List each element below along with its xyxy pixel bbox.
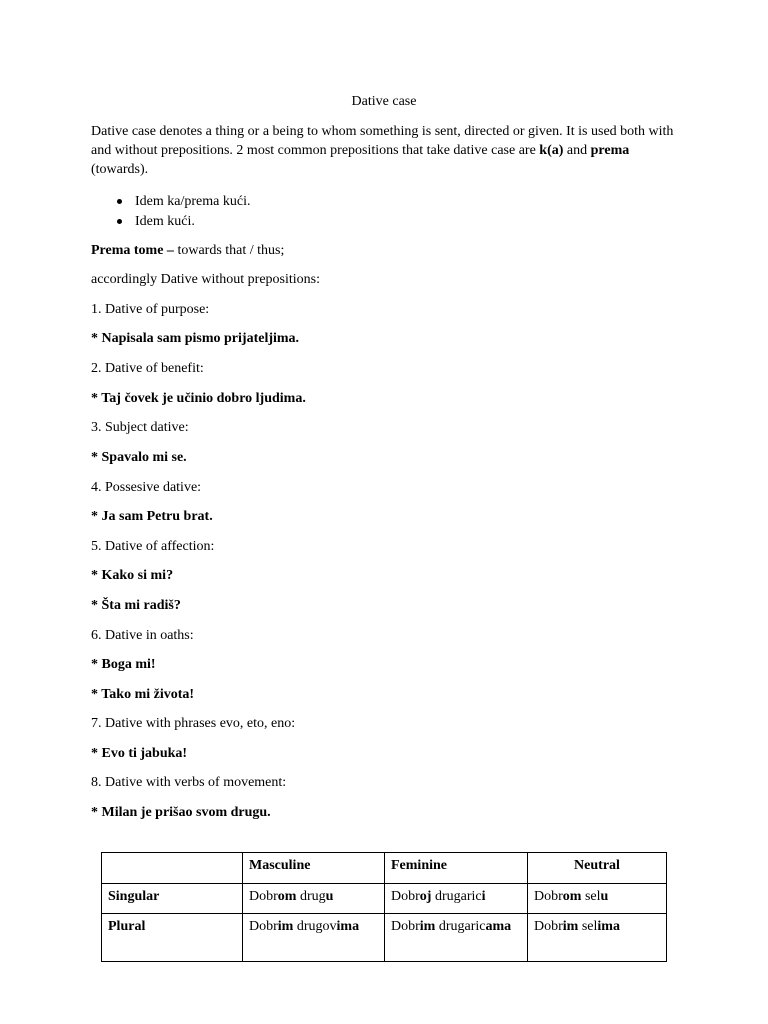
table-cell [385,884,528,914]
item-example [91,597,181,615]
intro-text-1: Dative case denotes a thing or a being to whom something is sent, directed or given. It is used both with and without prepositions. 2 most common prepositions that take dative case are [91,124,674,158]
stem: Dobr [391,919,420,934]
bullet-item: Idem ka/prema kući. [117,192,250,212]
table-cell [528,914,667,962]
header-masculine: Masculine [249,858,311,873]
stem: Dobr [249,889,278,904]
item-example-text: * Spavalo mi se. [91,450,187,465]
bullet-list [117,192,250,232]
table-header-cell [102,853,243,884]
stem: sel [581,889,601,904]
intro-text-3: (towards). [91,162,149,177]
intro-preposition-ka: k(a) [539,143,564,158]
item-heading: 3. Subject dative: [91,420,189,435]
ending: u [325,889,334,904]
item-example [91,656,156,674]
stem: Dobr [391,889,420,904]
item-example [91,567,173,585]
ending: i [481,889,486,904]
stem: Dobr [249,919,278,934]
table-header-cell [385,853,528,884]
ending: ima [597,919,620,934]
row-label: Plural [108,919,146,934]
declension-table [101,852,667,962]
prema-tome-line [91,242,284,260]
item-example-text: * Tako mi života! [91,687,195,702]
table-row [102,884,667,914]
header-feminine: Feminine [391,858,447,873]
ending: om [562,889,582,904]
item-example [91,449,187,467]
item-example-text: * Napisala sam pismo prijateljima. [91,331,300,346]
item-example [91,390,306,408]
table-cell [528,884,667,914]
item-example [91,745,187,763]
bullet-item: Idem kući. [117,212,250,232]
item-example-text: * Milan je prišao svom drugu. [91,805,271,820]
item-example-text: * Kako si mi? [91,568,174,583]
intro-text-2: and [563,143,591,158]
item-heading: 6. Dative in oaths: [91,628,194,643]
row-label-cell [102,914,243,962]
stem: Dobr [534,919,563,934]
ending: u [600,889,609,904]
intro-preposition-prema: prema [590,143,630,158]
ending: im [562,919,579,934]
item-example-text: * Ja sam Petru brat. [91,509,213,524]
item-heading: 2. Dative of benefit: [91,361,204,376]
stem: drugaric [435,919,486,934]
table-header-cell [243,853,385,884]
item-example-text: * Šta mi radiš? [91,598,181,613]
table-cell [385,914,528,962]
header-neutral: Neutral [574,858,620,873]
item-heading: 5. Dative of affection: [91,539,215,554]
table-cell [243,884,385,914]
row-label-cell [102,884,243,914]
item-example-text: * Boga mi! [91,657,156,672]
item-example-text: * Evo ti jabuka! [91,746,188,761]
stem: Dobr [534,889,563,904]
item-example [91,508,213,526]
intro-paragraph [91,122,681,179]
table-header-cell [528,853,667,884]
document-title: Dative case [351,94,417,109]
item-example [91,686,194,704]
row-label: Singular [108,889,160,904]
table-header-row [102,853,667,884]
table-cell [243,914,385,962]
stem: drugaric [431,889,482,904]
table-row [102,914,667,962]
ending: om [277,889,297,904]
item-heading: 4. Possesive dative: [91,480,202,495]
stem: drug [296,889,326,904]
ending: ama [485,919,512,934]
accordingly-line: accordingly Dative without prepositions: [91,272,321,287]
item-example [91,804,271,822]
item-heading: 8. Dative with verbs of movement: [91,775,287,790]
prema-tome-meaning: towards that / thus; [173,243,285,258]
item-heading: 7. Dative with phrases evo, eto, eno: [91,716,296,731]
item-example-text: * Taj čovek je učinio dobro ljudima. [91,391,306,406]
item-example [91,330,299,348]
ending: im [277,919,294,934]
stem: drugov [293,919,337,934]
ending: im [419,919,436,934]
prema-tome-term: Prema tome – [91,243,174,258]
ending: ima [336,919,360,934]
stem: sel [578,919,598,934]
ending: oj [419,889,432,904]
item-heading: 1. Dative of purpose: [91,302,210,317]
